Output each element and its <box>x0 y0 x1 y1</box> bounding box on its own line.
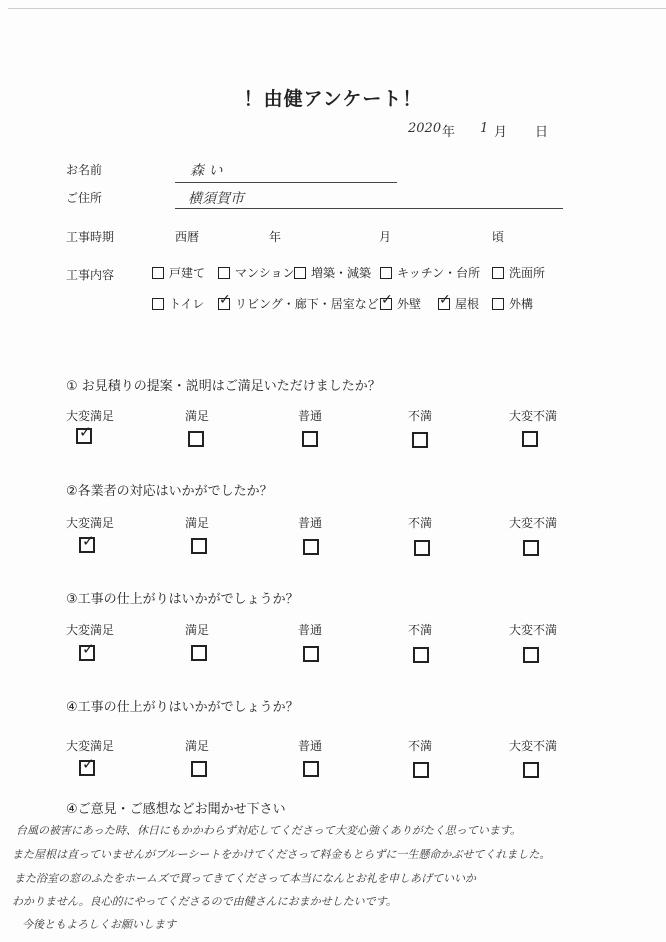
survey-title: ！由健アンケート！ <box>243 88 423 110</box>
checkbox[interactable] <box>152 267 164 279</box>
period-label: 工事時期 <box>66 230 115 244</box>
comment-line-4: わかりません。良心的にやってくださるので由健さんにおまかせしたいです。 <box>12 895 397 908</box>
q2-rating-label-satisfied: 満足 <box>184 516 209 530</box>
q3-rating-neutral[interactable] <box>303 646 324 666</box>
work-option-detached[interactable]: 戸建て <box>152 264 205 281</box>
comment-line-2: また屋根は直っていませんがブルーシートをかけてくださって料金もとらずに一生懸命かぶせてくれました。 <box>12 848 551 861</box>
q4-rating-label-satisfied: 満足 <box>184 739 209 753</box>
checkbox[interactable] <box>218 291 231 310</box>
checkbox[interactable] <box>438 291 451 310</box>
q1-rating-label-neutral: 普通 <box>297 409 322 423</box>
address-underline <box>175 208 563 209</box>
q1-rating-label-satisfied: 満足 <box>184 409 209 423</box>
q2-rating-satisfied[interactable] <box>191 538 212 558</box>
q3-rating-label-satisfied: 満足 <box>184 623 209 637</box>
q1-rating-neutral[interactable] <box>302 431 323 451</box>
comment-line-3: また浴室の窓のふたをホームズで買ってきてくださって本当になんとお礼を申しあげていいか <box>14 872 476 885</box>
q3-rating-label-very-dissatisfied: 大変不満 <box>508 623 557 637</box>
q2-rating-label-very-dissatisfied: 大変不満 <box>508 516 557 530</box>
work-option-exterior-wall[interactable]: ✓ 外壁 <box>381 291 422 311</box>
work-option-exterior[interactable]: 外構 <box>492 295 533 312</box>
date-year-unit: 年 <box>442 125 456 140</box>
date-day-unit: 日 <box>535 125 549 140</box>
q1-rating-very-dissatisfied[interactable] <box>522 431 543 451</box>
check-mark-icon: ✓ <box>82 755 95 773</box>
name-underline <box>175 182 397 183</box>
q4-rating-satisfied[interactable] <box>191 761 212 781</box>
q2-rating-very-satisfied[interactable] <box>79 532 100 557</box>
checkbox[interactable] <box>152 298 164 310</box>
work-option-washroom[interactable]: 洗面所 <box>492 264 545 281</box>
q4-rating-very-dissatisfied[interactable] <box>523 762 544 782</box>
question-3-text: ③工事の仕上がりはいかがでしょうか？ <box>66 592 299 607</box>
q3-rating-label-very-satisfied: 大変満足 <box>65 623 114 637</box>
period-approx: 頃 <box>492 230 505 244</box>
question-4-text: ④工事の仕上がりはいかがでしょうか？ <box>66 700 299 715</box>
q1-rating-label-very-satisfied: 大変満足 <box>65 409 114 423</box>
name-label: お名前 <box>66 163 103 177</box>
q4-rating-label-dissatisfied: 不満 <box>407 739 432 753</box>
date-year-value: 2020 <box>408 121 442 136</box>
period-year: 年 <box>269 230 282 244</box>
checkbox[interactable] <box>294 267 306 279</box>
q4-rating-very-satisfied[interactable] <box>79 755 100 780</box>
q3-rating-label-neutral: 普通 <box>297 623 322 637</box>
q4-rating-dissatisfied[interactable] <box>413 762 434 782</box>
checkbox[interactable] <box>218 267 230 279</box>
period-month: 月 <box>379 230 392 244</box>
work-option-toilet[interactable]: トイレ <box>152 295 204 312</box>
q2-rating-dissatisfied[interactable] <box>414 540 435 560</box>
checkbox[interactable] <box>492 298 504 310</box>
check-mark-icon: ✓ <box>381 291 393 308</box>
check-mark-icon: ✓ <box>82 532 95 550</box>
q1-rating-satisfied[interactable] <box>188 431 209 451</box>
period-era: 西暦 <box>175 230 200 244</box>
q1-rating-dissatisfied[interactable] <box>412 432 433 452</box>
q1-rating-label-dissatisfied: 不満 <box>407 409 432 423</box>
q2-rating-neutral[interactable] <box>303 539 324 559</box>
name-value[interactable]: 森 い <box>190 163 223 179</box>
q3-rating-dissatisfied[interactable] <box>413 647 434 667</box>
q4-rating-neutral[interactable] <box>303 761 324 781</box>
q1-rating-label-very-dissatisfied: 大変不満 <box>508 409 557 423</box>
page-top-line <box>8 8 666 9</box>
q3-rating-very-dissatisfied[interactable] <box>523 647 544 667</box>
check-mark-icon: ✓ <box>219 291 231 308</box>
q3-rating-satisfied[interactable] <box>191 645 212 665</box>
q1-rating-very-satisfied[interactable] <box>76 423 97 448</box>
address-value[interactable]: 横須賀市 <box>188 191 244 207</box>
date-month-value: 1 <box>480 121 489 136</box>
q3-rating-very-satisfied[interactable] <box>79 640 100 665</box>
work-option-roof[interactable]: ✓ 屋根 <box>439 291 480 311</box>
comment-line-5: 今後ともよろしくお願いします <box>22 918 176 931</box>
check-mark-icon: ✓ <box>82 640 95 658</box>
comments-label: ④ご意見・ご感想などお聞かせ下さい <box>66 802 286 817</box>
work-option-living[interactable]: ✓ リビング・廊下・居室など <box>219 291 379 311</box>
comment-line-1: 台風の被害にあった時、休日にもかかわらず対応してくださって大変心強くありがたく思っています。 <box>16 824 522 837</box>
q2-rating-label-dissatisfied: 不満 <box>407 516 432 530</box>
work-label: 工事内容 <box>66 268 115 282</box>
address-label: ご住所 <box>66 191 103 205</box>
q4-rating-label-very-dissatisfied: 大変不満 <box>508 739 557 753</box>
q3-rating-label-dissatisfied: 不満 <box>407 623 432 637</box>
check-mark-icon: ✓ <box>439 291 451 308</box>
q4-rating-label-neutral: 普通 <box>297 739 322 753</box>
q2-rating-very-dissatisfied[interactable] <box>523 540 544 560</box>
question-1-text: ① お見積りの提案・説明はご満足いただけましたか？ <box>66 379 381 394</box>
work-option-mansion[interactable]: マンション <box>218 264 294 281</box>
q2-rating-label-neutral: 普通 <box>297 516 322 530</box>
q2-rating-label-very-satisfied: 大変満足 <box>65 516 114 530</box>
question-2-text: ②各業者の対応はいかがでしたか？ <box>66 484 273 499</box>
checkbox[interactable] <box>380 291 393 310</box>
check-mark-icon: ✓ <box>79 423 92 441</box>
checkbox[interactable] <box>380 267 392 279</box>
checkbox[interactable] <box>492 267 504 279</box>
work-option-extension[interactable]: 増築・減築 <box>294 264 371 281</box>
work-option-kitchen[interactable]: キッチン・台所 <box>380 264 480 281</box>
q4-rating-label-very-satisfied: 大変満足 <box>65 739 114 753</box>
date-month-unit: 月 <box>494 125 508 140</box>
